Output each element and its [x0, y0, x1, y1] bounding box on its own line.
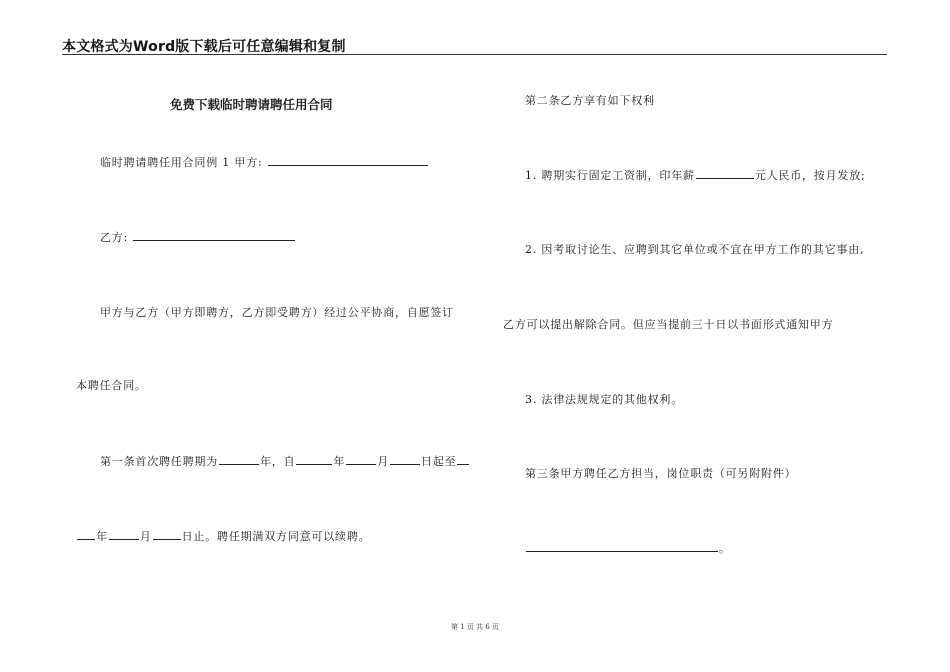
- blank: [77, 529, 95, 540]
- article-one-text-d: 月: [377, 455, 390, 468]
- right-item-1-text-b: 元人民币，按月发放;: [754, 169, 866, 182]
- right-item-3: 3. 法律法规规定的其他权利。: [525, 393, 683, 406]
- article-one-line1: [100, 454, 470, 469]
- article-one-text-b: 年，自: [260, 455, 296, 468]
- page-header-banner: 本文格式为Word版下载后可任意编辑和复制: [62, 39, 346, 55]
- right-item-2: 2. 因考取讨论生、应聘到其它单位或不宜在甲方工作的其它事由,: [525, 243, 865, 256]
- right-item-1: [525, 168, 866, 183]
- article-one-text-e: 日起至: [421, 455, 457, 468]
- duty-blank: [526, 541, 718, 552]
- blank: [457, 454, 469, 465]
- party-b-line: [100, 230, 296, 245]
- intro-paragraph-line1: 甲方与乙方（甲方即聘方，乙方即受聘方）经过公平协商，自愿签订: [100, 306, 454, 319]
- party-b-label: 乙方:: [100, 231, 129, 244]
- party-a-blank: [268, 155, 428, 166]
- page-number: 第 1 页 共 6 页: [450, 623, 500, 631]
- blank: [346, 454, 376, 465]
- blank: [109, 529, 139, 540]
- salary-blank: [696, 168, 754, 179]
- article-one-text-c: 年: [333, 455, 346, 468]
- party-a-line: [100, 155, 429, 170]
- blank: [153, 529, 181, 540]
- article-one-text-f: 年: [96, 530, 108, 543]
- right-item-1-text-a: 1. 聘期实行固定工资制，印年薪: [525, 169, 695, 182]
- duty-end-mark: 。: [719, 542, 731, 555]
- article-two-heading: 第二条乙方享有如下权利: [525, 94, 655, 107]
- article-one-text-h: 日止。聘任期满双方同意可以续聘。: [181, 530, 371, 543]
- document-title: 免费下载临时聘请聘任用合同: [170, 97, 333, 112]
- blank: [219, 454, 259, 465]
- party-b-blank: [133, 230, 295, 241]
- blank: [296, 454, 332, 465]
- header-divider: [62, 54, 887, 55]
- duty-line: [525, 541, 731, 556]
- article-one-line2: [76, 529, 370, 544]
- intro-paragraph-line2: 本聘任合同。: [76, 379, 147, 392]
- party-a-label: 临时聘请聘任用合同例 1 甲方:: [100, 156, 263, 169]
- article-three-heading: 第三条甲方聘任乙方担当，岗位职责（可另附附件）: [525, 467, 797, 480]
- article-one-text-a: 第一条首次聘任聘期为: [100, 455, 218, 468]
- article-one-text-g: 月: [139, 530, 152, 543]
- blank: [390, 454, 420, 465]
- right-item-2-cont: 乙方可以提出解除合同。但应当提前三十日以书面形式通知甲方: [503, 318, 834, 331]
